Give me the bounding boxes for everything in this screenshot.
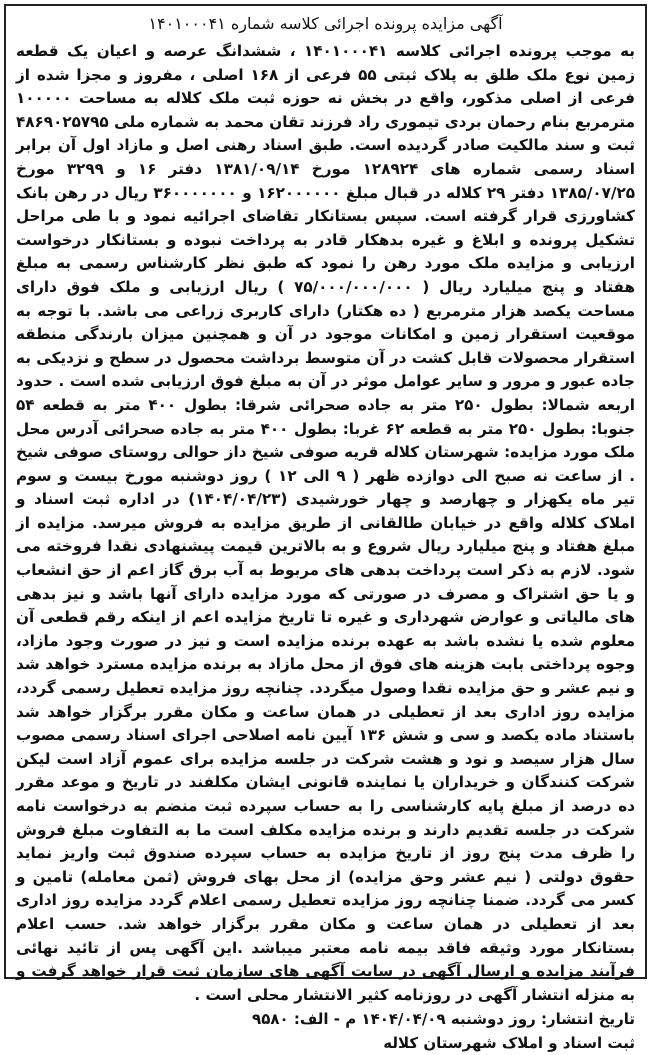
publication-date-line: تاریخ انتشار: روز دوشنبه ۱۴۰۴/۰۴/۰۹ م - الف: ۹۵۸۰ bbox=[252, 1010, 635, 1029]
notice-body: به موجب پرونده اجرائی کلاسه ۱۴۰۱۰۰۰۴۱ ، ششدانگ عرصه و اعیان یک قطعه زمین نوع ملک طلق به پلاک ثبتی ۵۵ فرعی از ۱۶۸ اصلی ، مفروز و مجزا شده از فرعی از اصلی مذکور، واقع در بخش نه حوزه ثبت ملک کلاله به مساحت ۱۰۰۰۰۰ مترمربع بنام رحمان بردی تیموری راد فرزند تقان محمد به شماره ملی ۴۸۶۹۰۲۵۷۹۵ ثبت و سند مالکیت صادر گردیده است. طبق اسناد رهنی اصل و مازاد اول آن برابر اسناد رسمی شماره های ۱۲۸۹۲۴ مورخ ۱۳۸۱/۰۹/۱۴ دفتر ۱۶ و ۳۲۹۹ مورخ ۱۳۸۵/۰۷/۲۵ دفتر ۲۹ کلاله در قبال مبلغ ۱۶۲۰۰۰۰۰۰ و ۳۶۰۰۰۰۰۰۰ ریال در رهن بانک کشاورزی قرار گرفته است. سپس بستانکار تقاضای اجرائیه نمود و با طی مراحل تشکیل پرونده و ابلاغ و غیره بدهکار قادر به پرداخت نبوده و بستانکار درخواست ارزیابی و مزایده ملک مورد رهن را نمود که طبق نظر کارشناس رسمی به مبلغ هفتاد و پنج میلیارد ریال ( ۷۵/۰۰۰/۰۰۰/۰۰۰ ) ریال ارزیابی و ملک فوق دارای مساحت یکصد هزار مترمربع ( ده هکتار) دارای کاربری زراعی می باشد. با توجه به موقعیت استقرار زمین و امکانات موجود در آن و همچنین میزان بارندگی منطقه استقرار محصولات قابل کشت در آن متوسط برداشت محصول در سطح و نزدیکی به جاده عبور و مرور و سایر عوامل موثر در آن به مبلغ فوق ارزیابی شده است . حدود اربعه شمالا: بطول ۲۵۰ متر به جاده صحرائی شرقا: بطول ۴۰۰ متر به قطعه ۵۴ جنوبا: بطول ۲۵۰ متر به قطعه ۶۲ غربا: بطول ۴۰۰ متر به جاده صحرائی آدرس محل ملک مورد مزایده: شهرستان کلاله قریه صوفی شیخ داز حوالی روستای صوفی شیخ . از ساعت نه صبح الی دوازده ظهر ( ۹ الی ۱۲ ) روز دوشنبه مورخ بیست و سوم تیر ماه یکهزار و چهارصد و چهار خورشیدی (۱۴۰۴/۰۴/۲۳) در اداره ثبت اسناد و املاک کلاله واقع در خیابان طالقانی از طریق مزایده به فروش میرسد. مزایده از مبلغ هفتاد و پنج میلیارد ریال شروع و به بالاترین قیمت پیشنهادی نقدا فروخته می شود. لازم به ذکر است پرداخت بدهی های مربوط به آب برق گاز اعم از حق انشعاب و یا حق اشتراک و مصرف در صورتی که مورد مزایده دارای آنها باشد و نیز بدهی های مالیاتی و عوارض شهرداری و غیره تا تاریخ مزایده اعم از اینکه رقم قطعی آن معلوم شده یا نشده باشد به عهده برنده مزایده است و نیز در صورت وجود مازاد، وجوه پرداختی بابت هزینه های فوق از محل مازاد به برنده مزایده مسترد خواهد شد و نیم عشر و حق مزایده نقدا وصول میگردد. چنانچه روز مزایده تعطیل رسمی گردد، مزایده روز اداری بعد از تعطیلی در همان ساعت و مکان مقرر برگزار خواهد شد باستناد ماده یکصد و سی و شش ۱۳۶ آیین نامه اصلاحی اجرای اسناد رسمی مصوب سال هزار سیصد و نود و هشت شرکت در جلسه مزایده برای عموم آزاد است لیکن شرکت کنندگان و خریداران یا نماینده قانونی ایشان مکلفند در تاریخ و موعد مقرر ده درصد از مبلغ پایه کارشناسی را به حساب سپرده ثبت منضم به درخواست نامه شرکت در جلسه تقدیم دارند و برنده مزایده مکلف است ما به التفاوت مبلغ فروش را ظرف مدت پنج روز از تاریخ مزایده به حساب سپرده صندوق ثبت واریز نماید حقوق دولتی ( نیم عشر وحق مزایده) از محل بهای فروش (ثمن معامله) تامین و کسر می گردد. ضمنا چنانچه روز مزایده تعطیل رسمی اعلام گردد مزایده روز اداری بعد از تعطیلی در همان ساعت و مکان مقرر برگزار خواهد شد. حسب اعلام بستانکار مورد وثیقه فاقد بیمه نامه معتبر میباشد .این آگهی پس از تائید نهائی فرآیند مزایده و ارسال آگهی در سایت آگهی های سازمان ثبت قرار خواهد گرفت و به منزله انتشار آگهی در روزنامه کثیر الانتشار محلی است . bbox=[16, 42, 636, 1004]
auction-notice bbox=[4, 4, 647, 1053]
issuer-signature: ثبت اسناد و املاک شهرستان کلاله bbox=[383, 1034, 635, 1053]
notice-title: آگهی مزایده پرونده اجرائی کلاسه شماره ۱۴۰۱۰۰۰۴۱ bbox=[148, 14, 503, 33]
